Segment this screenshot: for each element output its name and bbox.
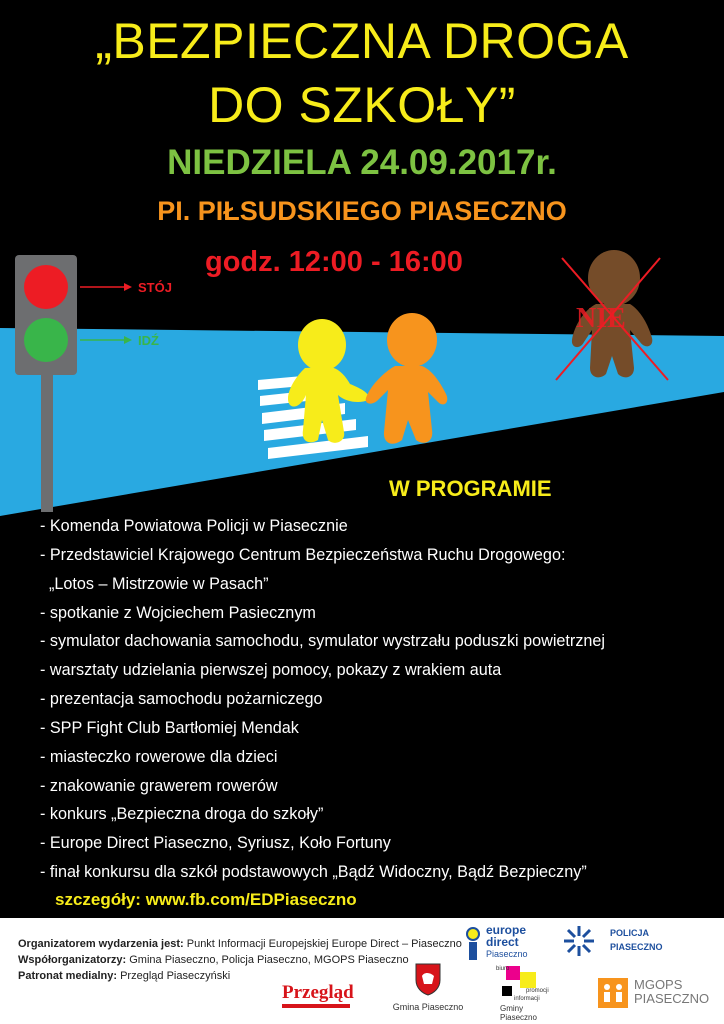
program-item: - miasteczko rowerowe dla dzieci (40, 747, 278, 766)
program-item: - Europe Direct Piaseczno, Syriusz, Koło Fortuny (40, 834, 391, 853)
europe-direct-text-2: direct (486, 935, 519, 949)
policja-text-2: PIASECZNO (610, 942, 663, 952)
mgops-icon (598, 978, 628, 1008)
program-item: - warsztaty udzielania pierwszej pomocy, pokazy z wrakiem auta (40, 661, 502, 680)
headline-line-2: DO SZKOŁY” (208, 77, 516, 133)
gmina-crest-icon (414, 962, 442, 996)
mgops-people-icon (598, 978, 628, 1008)
biuro-text-2: promocji (526, 988, 549, 994)
program-item: - spotkanie z Wojciechem Pasiecznym (40, 603, 316, 622)
organizer-name: Punkt Informacji Europejskiej Europe Direct – Piaseczno (186, 938, 462, 950)
policja-logo (562, 924, 662, 964)
europe-direct-text-3: Piaseczno (486, 949, 528, 959)
event-date: NIEDZIELA 24.09.2017r. (167, 143, 557, 182)
mgops-text-1: MGOPS (634, 977, 683, 992)
gmina-logo (392, 962, 464, 1016)
program-list (40, 512, 605, 887)
europe-direct-icon (462, 926, 484, 962)
footer (0, 918, 724, 1024)
program-item: - SPP Fight Club Bartłomiej Mendak (40, 718, 299, 737)
biuro-square-black (502, 986, 512, 996)
mgops-text-2: PIASECZNO (634, 991, 710, 1006)
traffic-light-pole (41, 374, 53, 512)
program-item: - konkurs „Bezpieczna droga do szkoły” (40, 805, 324, 824)
policja-star-icon (562, 924, 596, 958)
organizer-label: Organizatorem wydarzenia jest: (18, 938, 184, 950)
przeglad-logo (282, 982, 352, 1012)
program-item: - finał konkursu dla szkół podstawowych „Bądź Widoczny, Bądź Bezpieczny” (40, 863, 587, 882)
biuro-text-4: Gminy Piaseczno (500, 1004, 537, 1022)
coorganizers-label: Współorganizatorzy: (18, 954, 127, 966)
crossed-figure-label: NIE (576, 303, 626, 334)
gmina-text: Gmina Piaseczno (392, 1002, 464, 1012)
program-item: - Komenda Powiatowa Policji w Piasecznie (40, 517, 348, 535)
event-hours: godz. 12:00 - 16:00 (205, 246, 463, 278)
biuro-promocji-logo (496, 966, 560, 1020)
stop-light (24, 265, 68, 309)
coorganizers-names: Gmina Piaseczno, Policja Piaseczno, MGOPS Piaseczno (129, 954, 409, 966)
go-label: IDŹ (138, 333, 159, 348)
media-label: Patronat medialny: (18, 970, 118, 982)
headline (0, 13, 724, 133)
biuro-text-3: informacji (514, 996, 540, 1002)
headline-line-1: „BEZPIECZNA DROGA (95, 13, 629, 69)
biuro-text-1: biuro (496, 966, 510, 972)
credits-organizer (18, 936, 462, 952)
przeglad-text: Przegląd (282, 982, 354, 1003)
stop-label: STÓJ (138, 280, 172, 295)
media-name: Przegląd Piaseczyński (120, 970, 231, 982)
program-item: „Lotos – Mistrzowie w Pasach” (40, 574, 269, 593)
go-light (24, 318, 68, 362)
przeglad-bar (282, 1004, 350, 1008)
program-item: - Przedstawiciel Krajowego Centrum Bezpieczeństwa Ruchu Drogowego: (40, 545, 566, 564)
details-link[interactable]: szczegóły: www.fb.com/EDPiaseczno (55, 890, 357, 909)
program-title: W PROGRAMIE (389, 476, 552, 501)
program-item: - znakowanie grawerem rowerów (40, 776, 278, 795)
mgops-logo (598, 978, 708, 1014)
policja-text-1: POLICJA (610, 928, 650, 938)
event-place: PI. PIŁSUDSKIEGO PIASECZNO (157, 196, 567, 226)
europe-direct-text-1: europe (486, 923, 527, 937)
biuro-square-yellow (520, 972, 536, 988)
program-item: - prezentacja samochodu pożarniczego (40, 690, 323, 709)
europe-direct-logo (462, 922, 542, 966)
program-item: - symulator dachowania samochodu, symulator wystrzału poduszki powietrznej (40, 632, 606, 651)
